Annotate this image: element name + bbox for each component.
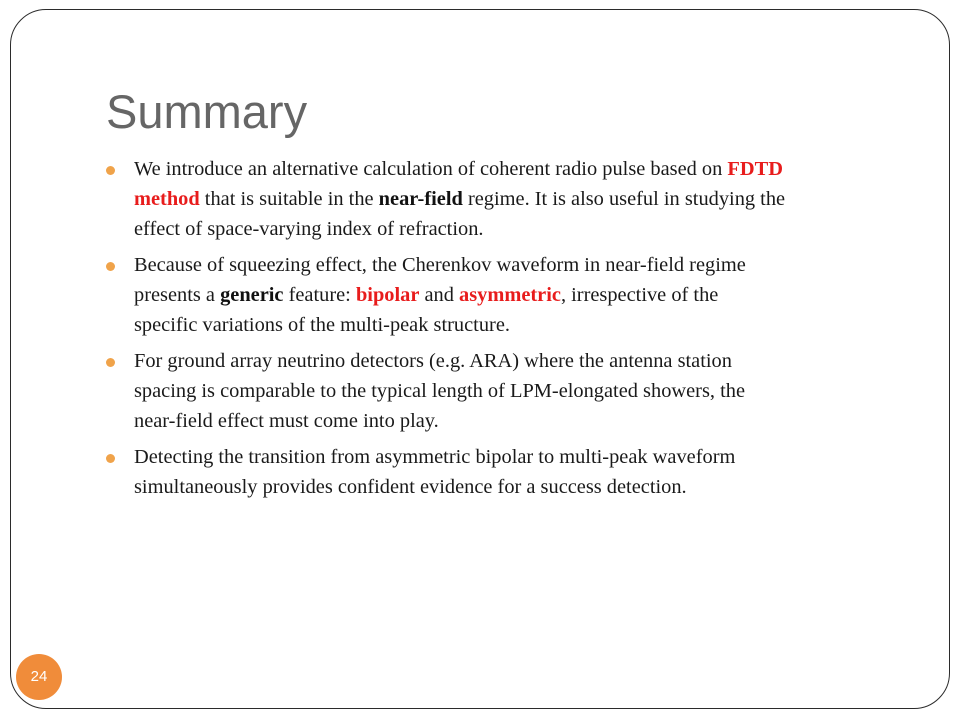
text-segment: Detecting the transition from asymmetric bipolar to multi-peak waveform (134, 446, 736, 468)
text-segment: effect of space-varying index of refraction. (134, 218, 484, 240)
highlight-term: FDTD (727, 158, 783, 180)
slide-title: Summary (106, 85, 308, 138)
text-segment: , irrespective of the (560, 284, 719, 306)
text-segment: that is suitable in the (199, 188, 379, 210)
bullet-line (134, 310, 920, 340)
bullet-line (134, 154, 920, 184)
bullet-line (134, 472, 920, 502)
bullet-dot-icon (106, 262, 115, 271)
bold-term: generic (220, 284, 284, 306)
bullet-dot-icon (106, 166, 115, 175)
text-segment: Because of squeezing effect, the Cherenkov waveform in near-field regime (134, 254, 746, 276)
bullet-item (0, 346, 960, 436)
bold-term: near-field (378, 188, 463, 210)
bullet-line (134, 406, 920, 436)
highlight-term: bipolar (355, 284, 420, 306)
text-segment: feature: (283, 284, 356, 306)
highlight-term: asymmetric (459, 284, 561, 306)
bullet-line (134, 442, 920, 472)
bullet-line (134, 250, 920, 280)
bullet-item (0, 154, 960, 244)
bullet-item (0, 250, 960, 340)
highlight-term: method (134, 188, 200, 210)
text-segment: simultaneously provides confident evidence for a success detection. (134, 476, 687, 498)
bullet-line (134, 184, 920, 214)
bullet-line (134, 280, 920, 310)
text-segment: near-field effect must come into play. (134, 410, 439, 432)
bullet-list (0, 154, 960, 508)
text-segment: spacing is comparable to the typical length of LPM-elongated showers, the (134, 380, 745, 402)
bullet-item (0, 442, 960, 502)
text-segment: and (419, 284, 460, 306)
text-segment: For ground array neutrino detectors (e.g. ARA) where the antenna station (134, 350, 732, 372)
text-segment: regime. It is also useful in studying the (462, 188, 786, 210)
text-segment: specific variations of the multi-peak structure. (134, 314, 510, 336)
text-segment: We introduce an alternative calculation of coherent radio pulse based on (134, 158, 728, 180)
bullet-line (134, 214, 920, 244)
text-segment: presents a (134, 284, 221, 306)
bullet-line (134, 346, 920, 376)
bullet-dot-icon (106, 358, 115, 367)
bullet-line (134, 376, 920, 406)
bullet-dot-icon (106, 454, 115, 463)
page-number-badge: 24 (16, 654, 62, 700)
